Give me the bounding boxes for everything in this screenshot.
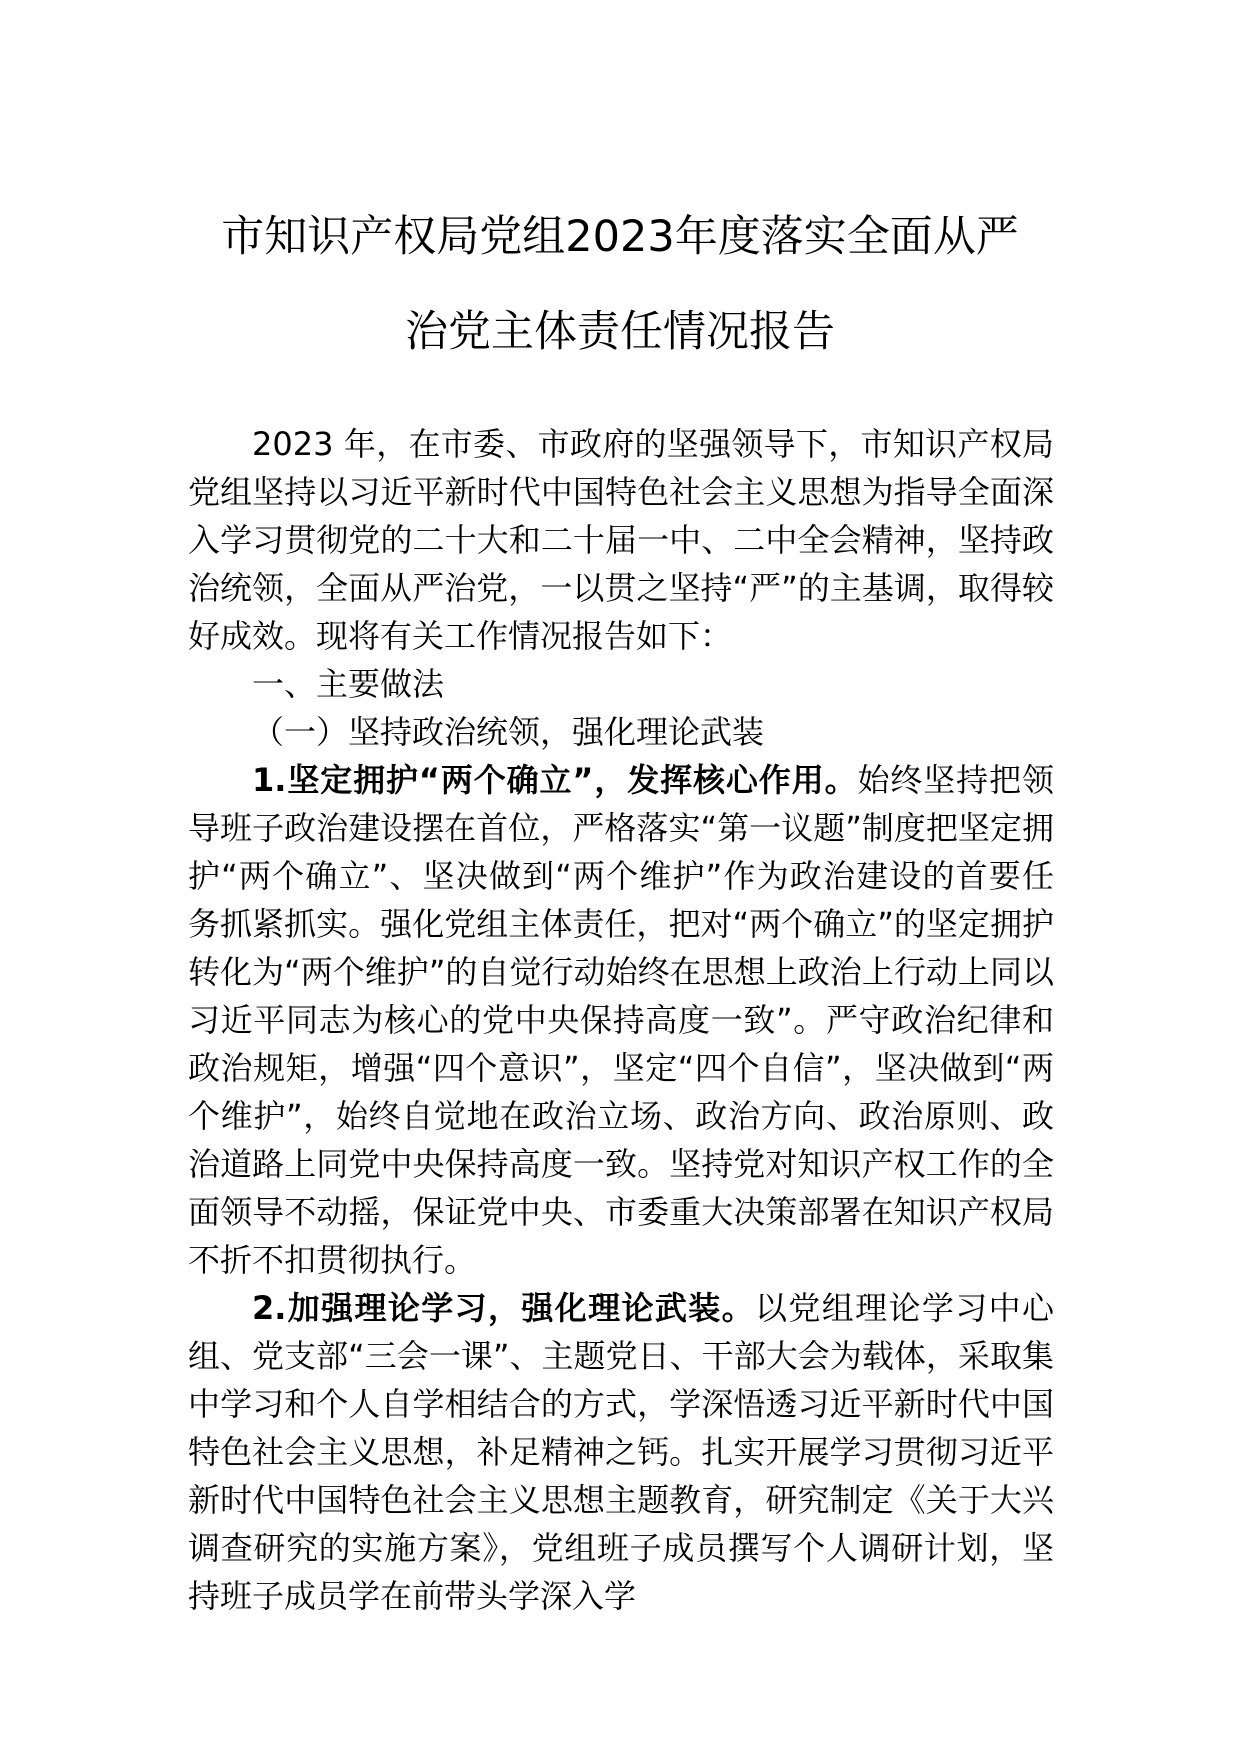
title-line-1: 市知识产权局党组2023年度落实全面从严 <box>221 212 1019 262</box>
document-body <box>188 420 1054 1620</box>
item-2-lead: 2.加强理论学习，强化理论武装。 <box>252 1289 755 1327</box>
document-title <box>160 190 1080 380</box>
subsection-heading-1: （一）坚持政治统领，强化理论武装 <box>252 713 765 751</box>
intro-paragraph: 2023 年，在市委、市政府的坚强领导下，市知识产权局党组坚持以习近平新时代中国特色社会主义思想为指导全面深入学习贯彻党的二十大和二十届一中、二中全会精神，坚持政治统领，全面从严治党，一以贯之坚持“严”的主基调，取得较好成效。现将有关工作情况报告如下： <box>188 425 1054 655</box>
item-paragraph-1 <box>188 756 1054 1284</box>
item-1-lead: 1.坚定拥护“两个确立”，发挥核心作用。 <box>252 761 858 799</box>
title-line-2: 治党主体责任情况报告 <box>405 307 835 357</box>
item-2-text: 以党组理论学习中心组、党支部“三会一课”、主题党日、干部大会为载体，采取集中学习和个人自学相结合的方式，学深悟透习近平新时代中国特色社会主义思想，补足精神之钙。扎实开展学习贯彻习近平新时代中国特色社会主义思想主题教育，研究制定《关于大兴调查研究的实施方案》，党组班子成员撰写个人调研计划，坚持班子成员学在前带头学深入学 <box>188 1289 1054 1615</box>
item-1-text: 始终坚持把领导班子政治建设摆在首位，严格落实“第一议题”制度把坚定拥护“两个确立”、坚决做到“两个维护”作为政治建设的首要任务抓紧抓实。强化党组主体责任，把对“两个确立”的坚定拥护转化为“两个维护”的自觉行动始终在思想上政治上行动上同以习近平同志为核心的党中央保持高度一致”。严守政治纪律和政治规矩，增强“四个意识”，坚定“四个自信”，坚决做到“两个维护”，始终自觉地在政治立场、政治方向、政治原则、政治道路上同党中央保持高度一致。坚持党对知识产权工作的全面领导不动摇，保证党中央、市委重大决策部署在知识产权局不折不扣贯彻执行。 <box>188 761 1054 1279</box>
item-paragraph-2 <box>188 1284 1054 1620</box>
section-heading-1: 一、主要做法 <box>252 665 445 703</box>
